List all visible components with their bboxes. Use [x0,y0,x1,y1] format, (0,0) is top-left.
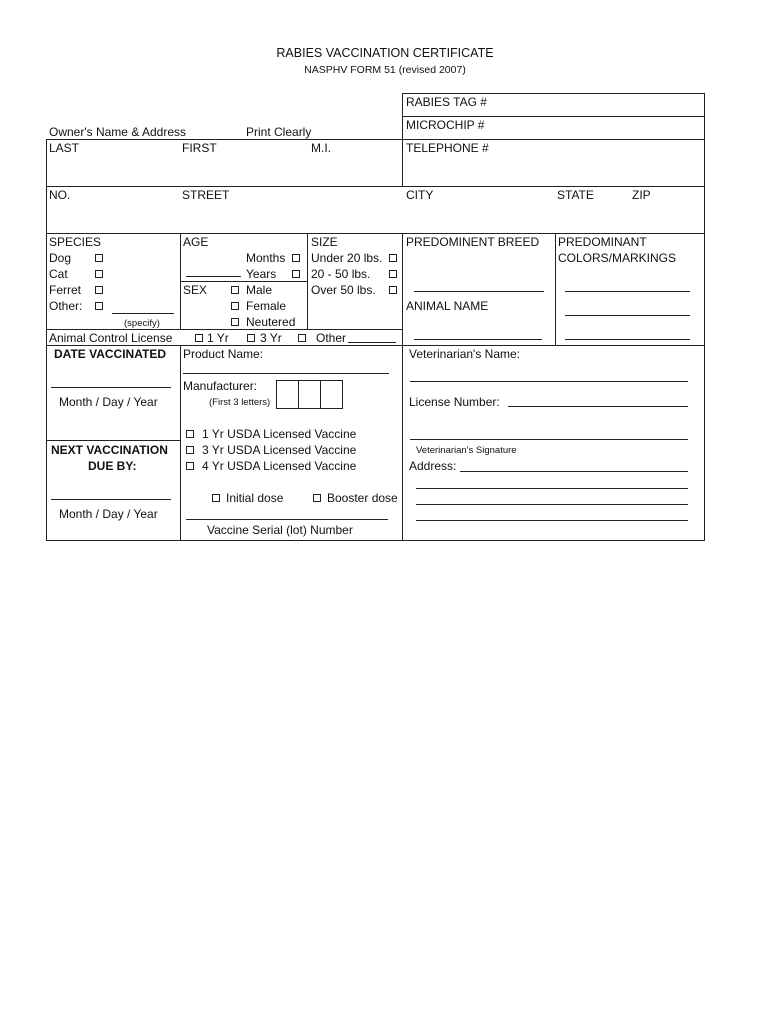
border-top-right [402,93,704,94]
species-other-line[interactable] [112,313,174,314]
species-cat-checkbox[interactable] [95,270,103,278]
size-under20-checkbox[interactable] [389,254,397,262]
divider-col-402-top [402,93,403,186]
animal-license-label: Animal Control License [49,331,173,345]
owner-section-label: Owner's Name & Address [49,125,187,139]
age-label: AGE [183,235,209,249]
rabies-tag-label: RABIES TAG # [406,95,487,109]
size-over50-label: Over 50 lbs. [311,283,376,297]
house-number-label: NO. [49,188,71,202]
form-title: RABIES VACCINATION CERTIFICATE [276,46,494,60]
vet-address-line-1[interactable] [460,471,688,472]
divider-next-vaccination [46,440,181,441]
booster-dose-checkbox[interactable] [313,494,321,502]
size-20-50-checkbox[interactable] [389,270,397,278]
divider-address-species [46,233,705,234]
divider-sex [180,281,308,282]
vaccine-3yr-label: 3 Yr USDA Licensed Vaccine [202,443,357,457]
divider-species-age [180,233,181,330]
age-years-label: Years [246,267,277,281]
divider-age-size [307,233,308,330]
divider-date-product [180,345,181,541]
species-label: SPECIES [49,235,102,249]
date-vaccinated-label: DATE VACCINATED [54,347,166,361]
sex-male-checkbox[interactable] [231,286,239,294]
license-1yr-label: 1 Yr [207,331,229,345]
border-bottom [46,540,705,541]
vet-address-line-3[interactable] [416,504,688,505]
colors-label-line2: COLORS/MARKINGS [558,251,677,265]
vet-address-line-2[interactable] [416,488,688,489]
license-3yr-checkbox[interactable] [247,334,255,342]
license-1yr-checkbox[interactable] [195,334,203,342]
vet-address-line-4[interactable] [416,520,688,521]
initial-dose-label: Initial dose [226,491,284,505]
border-top-main [46,139,705,140]
initial-dose-checkbox[interactable] [212,494,220,502]
divider-breed-colors [555,233,556,346]
species-dog-label: Dog [49,251,72,265]
telephone-label: TELEPHONE # [406,141,489,155]
sex-neutered-checkbox[interactable] [231,318,239,326]
vaccine-3yr-checkbox[interactable] [186,446,194,454]
due-by-label: DUE BY: [88,459,137,473]
colors-line-3[interactable] [565,339,690,340]
species-other-checkbox[interactable] [95,302,103,310]
species-ferret-label: Ferret [49,283,82,297]
border-right [704,139,705,541]
city-label: CITY [406,188,434,202]
sex-female-label: Female [246,299,287,313]
street-label: STREET [182,188,230,202]
divider-size-breed [402,233,403,541]
form-subtitle: NASPHV FORM 51 (revised 2007) [304,64,466,76]
vet-name-label: Veterinarian's Name: [409,347,521,361]
state-label: STATE [557,188,594,202]
zip-label: ZIP [632,188,651,202]
license-number-line[interactable] [508,406,688,407]
divider-tag-microchip [402,116,704,117]
vaccine-4yr-label: 4 Yr USDA Licensed Vaccine [202,459,357,473]
date-vaccinated-line[interactable] [51,387,171,388]
breed-line[interactable] [414,291,544,292]
border-right-top [704,93,705,140]
breed-label: PREDOMINENT BREED [406,235,540,249]
animal-name-label: ANIMAL NAME [406,299,489,313]
sex-female-checkbox[interactable] [231,302,239,310]
product-name-line[interactable] [183,373,389,374]
booster-dose-label: Booster dose [327,491,398,505]
species-other-label: Other: [49,299,83,313]
age-months-checkbox[interactable] [292,254,300,262]
vet-name-line[interactable] [410,381,688,382]
vaccine-4yr-checkbox[interactable] [186,462,194,470]
size-label: SIZE [311,235,338,249]
next-vaccination-label: NEXT VACCINATION [51,443,168,457]
manufacturer-letter-box-3[interactable] [320,380,343,409]
license-other-line[interactable] [348,342,396,343]
license-3yr-label: 3 Yr [260,331,282,345]
last-name-label: LAST [49,141,80,155]
size-under20-label: Under 20 lbs. [311,251,383,265]
next-vaccination-hint: Month / Day / Year [59,507,158,521]
size-20-50-label: 20 - 50 lbs. [311,267,371,281]
species-ferret-checkbox[interactable] [95,286,103,294]
manufacturer-letter-box-1[interactable] [276,380,299,409]
vet-signature-line[interactable] [410,439,688,440]
colors-label-line1: PREDOMINANT [558,235,647,249]
divider-license-vaccination [46,345,705,346]
size-over50-checkbox[interactable] [389,286,397,294]
sex-neutered-label: Neutered [246,315,296,329]
vet-address-label: Address: [409,459,457,473]
vet-signature-label: Veterinarian's Signature [416,445,517,456]
colors-line-1[interactable] [565,291,690,292]
divider-name-address [46,186,705,187]
license-number-label: License Number: [409,395,500,409]
serial-number-line[interactable] [186,519,388,520]
border-left [46,139,47,541]
microchip-label: MICROCHIP # [406,118,485,132]
first-3-letters-label: (First 3 letters) [209,397,271,408]
next-vaccination-line[interactable] [51,499,171,500]
sex-label: SEX [183,283,208,297]
product-name-label: Product Name: [183,347,264,361]
middle-initial-label: M.I. [311,141,331,155]
license-other-label: Other [316,331,347,345]
animal-name-line[interactable] [414,339,542,340]
serial-number-label: Vaccine Serial (lot) Number [207,523,353,537]
divider-species-license [46,329,403,330]
sex-male-label: Male [246,283,273,297]
colors-line-2[interactable] [565,315,690,316]
first-name-label: FIRST [182,141,217,155]
vaccine-1yr-label: 1 Yr USDA Licensed Vaccine [202,427,357,441]
age-years-line[interactable] [186,276,241,277]
specify-label: (specify) [124,318,160,329]
print-clearly-label: Print Clearly [246,125,312,139]
species-cat-label: Cat [49,267,68,281]
age-years-checkbox[interactable] [292,270,300,278]
manufacturer-label: Manufacturer: [183,379,258,393]
manufacturer-letter-box-2[interactable] [298,380,321,409]
date-vaccinated-hint: Month / Day / Year [59,395,158,409]
species-dog-checkbox[interactable] [95,254,103,262]
age-months-label: Months [246,251,286,265]
vaccine-1yr-checkbox[interactable] [186,430,194,438]
license-other-checkbox[interactable] [298,334,306,342]
